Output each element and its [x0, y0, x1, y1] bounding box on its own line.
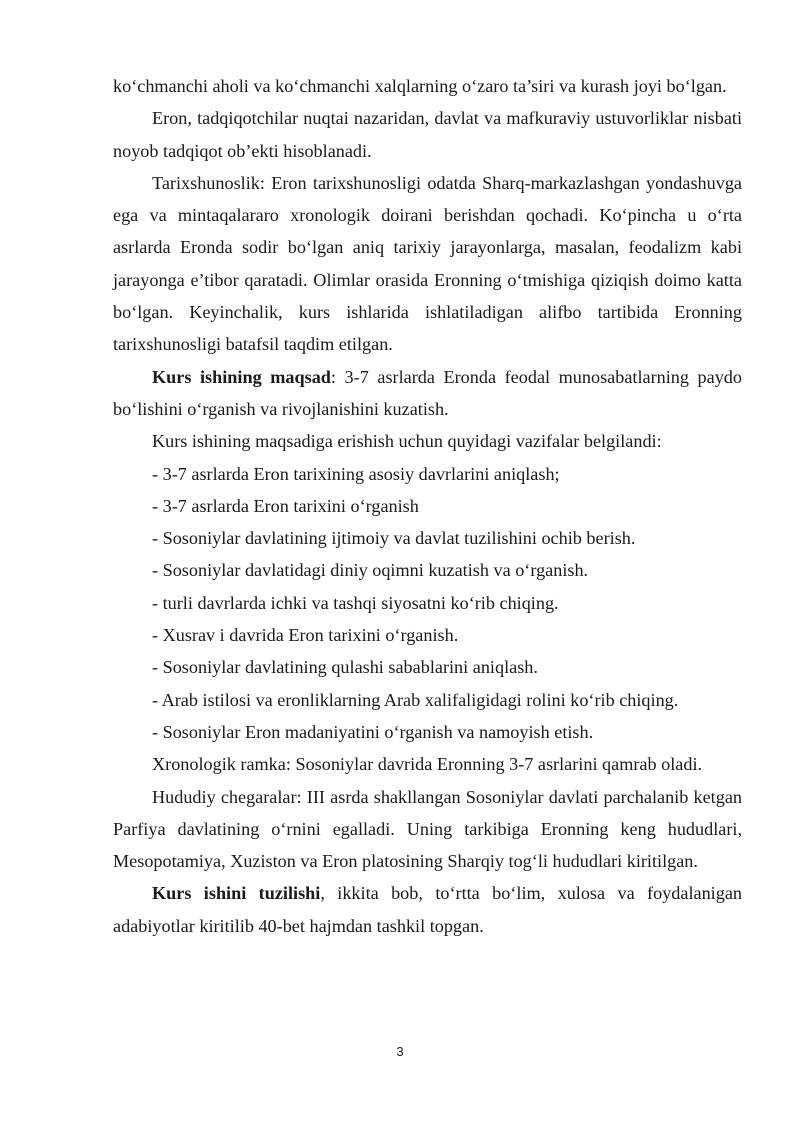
- paragraph-tasks-intro: Kurs ishining maqsadiga erishish uchun quyidagi vazifalar belgilandi:: [152, 431, 662, 452]
- structure-heading: Kurs ishini tuzilishi: [152, 883, 321, 904]
- task-list: [113, 458, 742, 749]
- paragraph-goal: [113, 361, 742, 426]
- paragraph-research-object: Eron, tadqiqotchilar nuqtai nazaridan, davlat va mafkuraviy ustuvorliklar nisbati noyob tadqiqot ob’ekti hisoblanadi.: [113, 108, 742, 161]
- task-item: - Arab istilosi va eronliklarning Arab xalifaligidagi rolini ko‘rib chiqing.: [152, 689, 679, 710]
- task-item: - Sosoniylar davlatidagi diniy oqimni kuzatish va o‘rganish.: [152, 560, 589, 581]
- paragraph-territorial-boundaries: Hududiy chegaralar: III asrda shakllangan Sosoniylar davlati parchalanib ketgan Parfiya davlatining o‘rnini egalladi. Uning tarkibiga Eronning keng hududlari, Mesopotamiya, Xuziston va Eron platosining Sharqiy tog‘li hududlari kiritilgan.: [113, 786, 742, 872]
- document-page: [113, 70, 742, 942]
- task-item: - Sosoniylar davlatining qulashi sabablarini aniqlash.: [152, 657, 538, 678]
- paragraph-chronological-frame: Xronologik ramka: Sosoniylar davrida Eronning 3-7 asrlarini qamrab oladi.: [152, 754, 703, 775]
- paragraph-structure: [113, 877, 742, 942]
- task-item: - 3-7 asrlarda Eron tarixini o‘rganish: [152, 495, 419, 516]
- paragraph-intro-continuation: ko‘chmanchi aholi va ko‘chmanchi xalqlarning o‘zaro ta’siri va kurash joyi bo‘lgan.: [113, 76, 727, 96]
- task-item: - Sosoniylar davlatining ijtimoiy va davlat tuzilishini ochib berish.: [152, 528, 636, 549]
- task-item: - Sosoniylar Eron madaniyatini o‘rganish va namoyish etish.: [152, 721, 594, 742]
- goal-heading: Kurs ishining maqsad: [152, 366, 331, 387]
- task-item: - turli davrlarda ichki va tashqi siyosatni ko‘rib chiqing.: [152, 592, 559, 613]
- structure-text: , ikkita bob, to‘rtta bo‘lim, xulosa va foydalanigan adabiyotlar kiritilib 40-bet hajmdan tashkil topgan.: [113, 883, 742, 936]
- task-item: - Xusrav i davrida Eron tarixini o‘rganish.: [152, 625, 459, 646]
- task-item: - 3-7 asrlarda Eron tarixining asosiy davrlarini aniqlash;: [152, 463, 560, 484]
- goal-text: : 3-7 asrlarda Eronda feodal munosabatlarning paydo bo‘lishini o‘rganish va rivojlanishini kuzatish.: [113, 366, 742, 419]
- paragraph-historiography: Tarixshunoslik: Eron tarixshunosligi odatda Sharq-markazlashgan yondashuvga ega va mintaqalararo xronologik doirani berishdan qochadi. Ko‘pincha u o‘rta asrlarda Eronda sodir bo‘lgan aniq tarixiy jarayonlarga, masalan, feodalizm kabi jarayonga e’tibor qaratadi. Olimlar orasida Eronning o‘tmishiga qiziqish doimo katta bo‘lgan. Keyinchalik, kurs ishlarida ishlatiladigan alifbo tartibida Eronning tarixshunosligi batafsil taqdim etilgan.: [113, 172, 742, 355]
- page-number: 3: [396, 1044, 404, 1059]
